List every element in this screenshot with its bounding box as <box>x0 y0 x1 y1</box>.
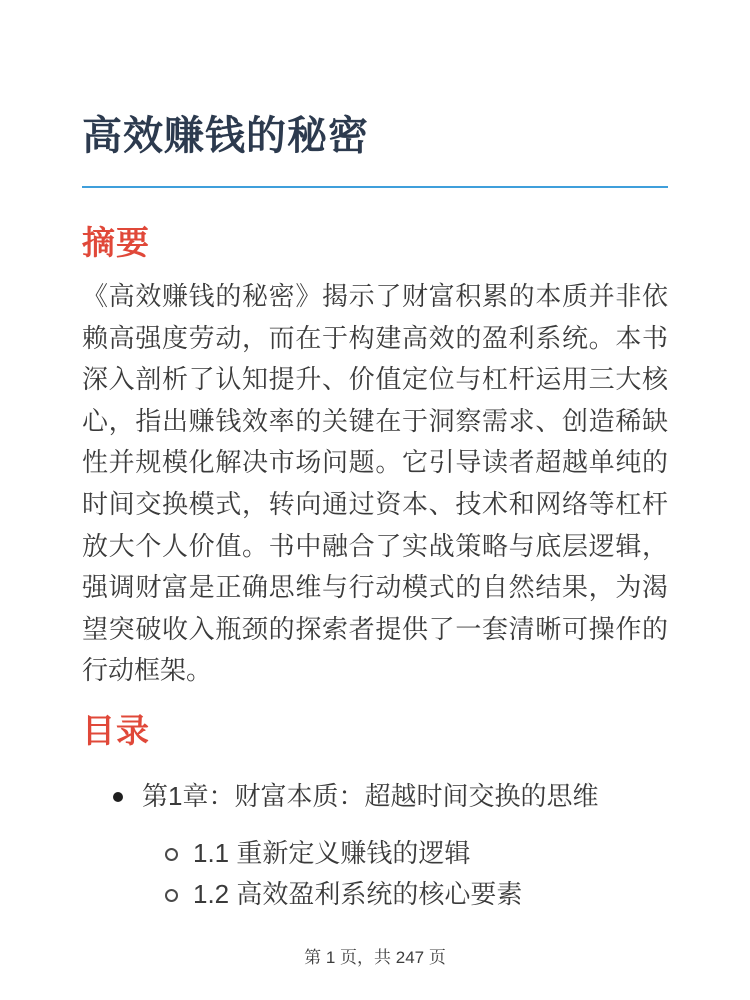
abstract-heading: 摘要 <box>82 224 150 261</box>
page-title: 高效赚钱的秘密 <box>82 111 668 188</box>
toc-chapter-label: 第1章：财富本质：超越时间交换的思维 <box>142 780 599 811</box>
toc-list <box>82 776 668 916</box>
toc-chapter-item <box>142 776 668 916</box>
page-number: 第 1 页，共 247 页 <box>304 948 446 967</box>
toc-heading: 目录 <box>82 711 150 749</box>
abstract-paragraph: 《高效赚钱的秘密》揭示了财富积累的本质并非依赖高强度劳动，而在于构建高效的盈利系统。本书深入剖析了认知提升、价值定位与杠杆运用三大核心，指出赚钱效率的关键在于洞察需求、创造稀缺性并规模化解决市场问题。它引导读者超越单纯的时间交换模式，转向通过资本、技术和网络等杠杆放大个人价值。书中融合了实战策略与底层逻辑，强调财富是正确思维与行动模式的自然结果，为渴望突破收入瓶颈的探索者提供了一套清晰可操作的行动框架。 <box>82 281 668 686</box>
toc-section-item: 1.2 高效盈利系统的核心要素 <box>193 874 668 916</box>
toc-subsection-list <box>142 833 668 916</box>
toc-section-item: 1.1 重新定义赚钱的逻辑 <box>193 833 668 875</box>
